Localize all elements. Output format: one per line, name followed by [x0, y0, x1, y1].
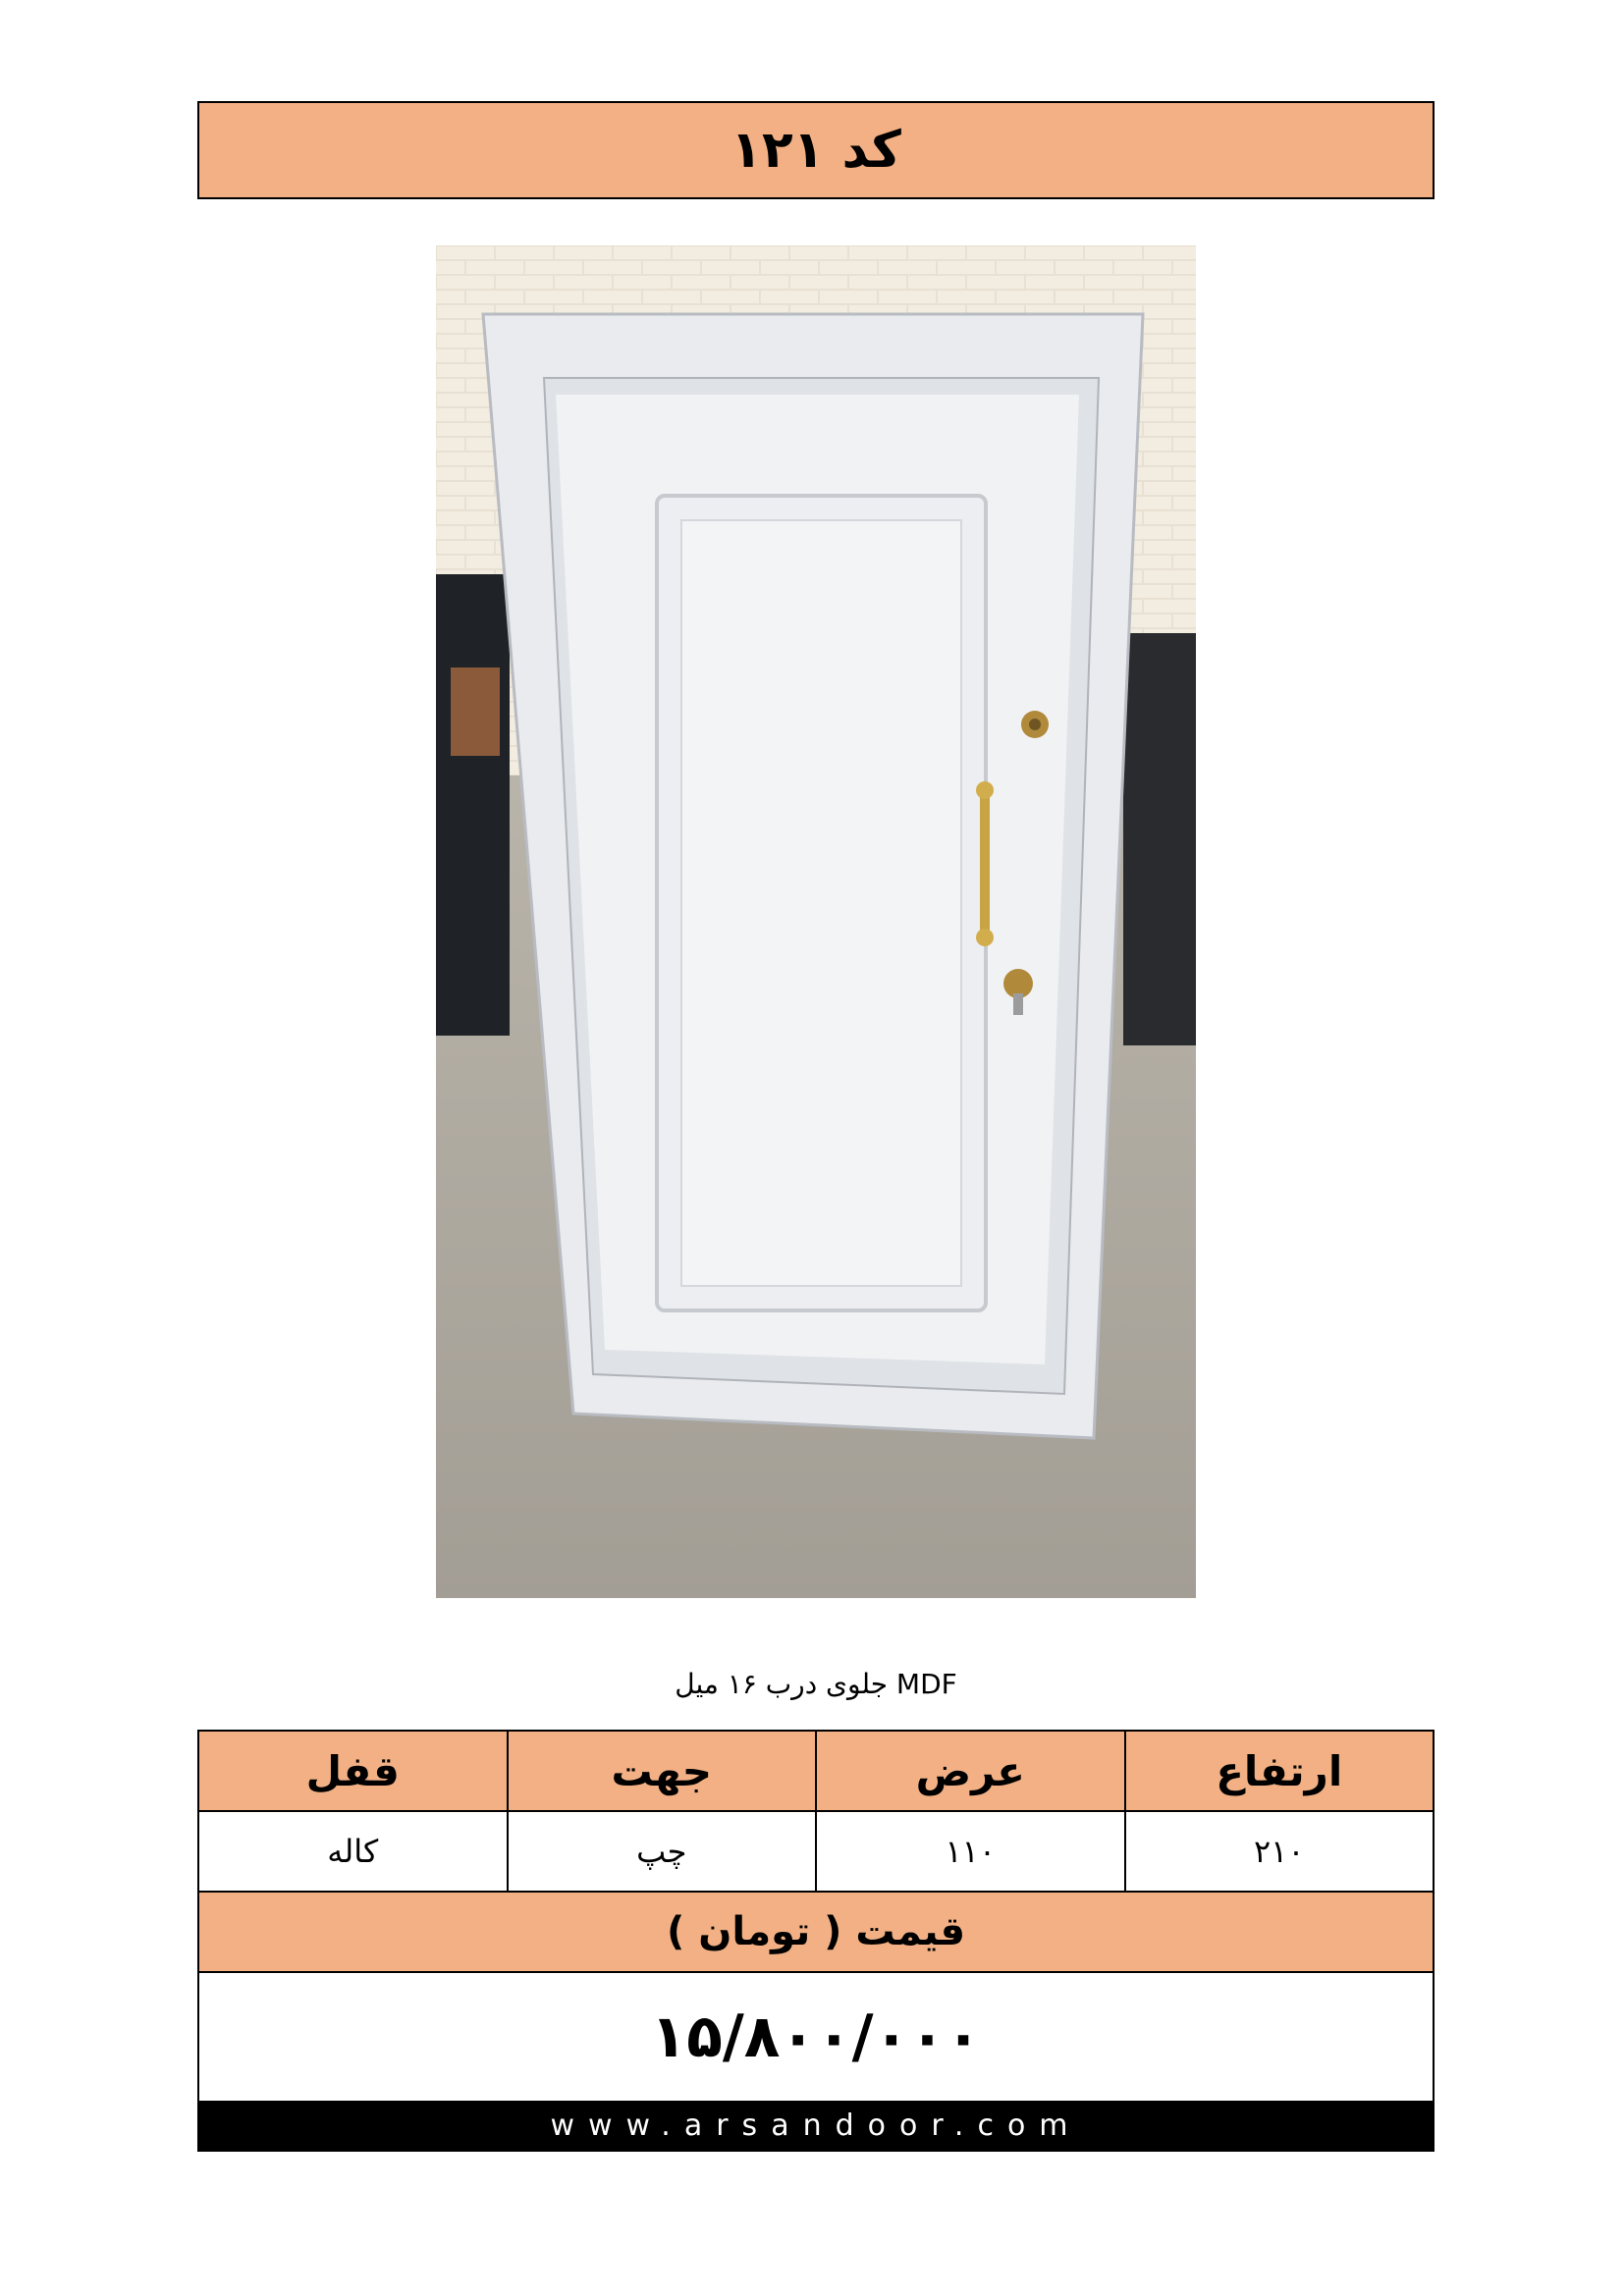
- price-label: قیمت ( تومان ): [199, 1893, 1433, 1973]
- value-width: ۱۱۰: [815, 1812, 1124, 1891]
- price-value: ۱۵/۸۰۰/۰۰۰: [650, 2002, 982, 2071]
- header-width: عرض: [815, 1732, 1124, 1810]
- product-caption: MDF جلوی درب ۱۶ میل: [675, 1667, 957, 1700]
- value-lock: کاله: [327, 1833, 379, 1870]
- specs-value-row: [199, 1812, 1433, 1893]
- header-direction: جهت: [507, 1732, 816, 1810]
- value-direction: چپ: [507, 1812, 816, 1891]
- website-url[interactable]: www.arsandoor.com: [199, 2101, 1433, 2150]
- header-lock: قفل: [305, 1746, 400, 1795]
- value-height: ۲۱۰: [1124, 1812, 1434, 1891]
- specs-table: [197, 1730, 1435, 2152]
- specs-header-row: [199, 1732, 1433, 1812]
- product-code-title: کد ۱۲۱: [197, 101, 1435, 199]
- door-photo: [436, 245, 1196, 1598]
- header-height: ارتفاع: [1124, 1732, 1434, 1810]
